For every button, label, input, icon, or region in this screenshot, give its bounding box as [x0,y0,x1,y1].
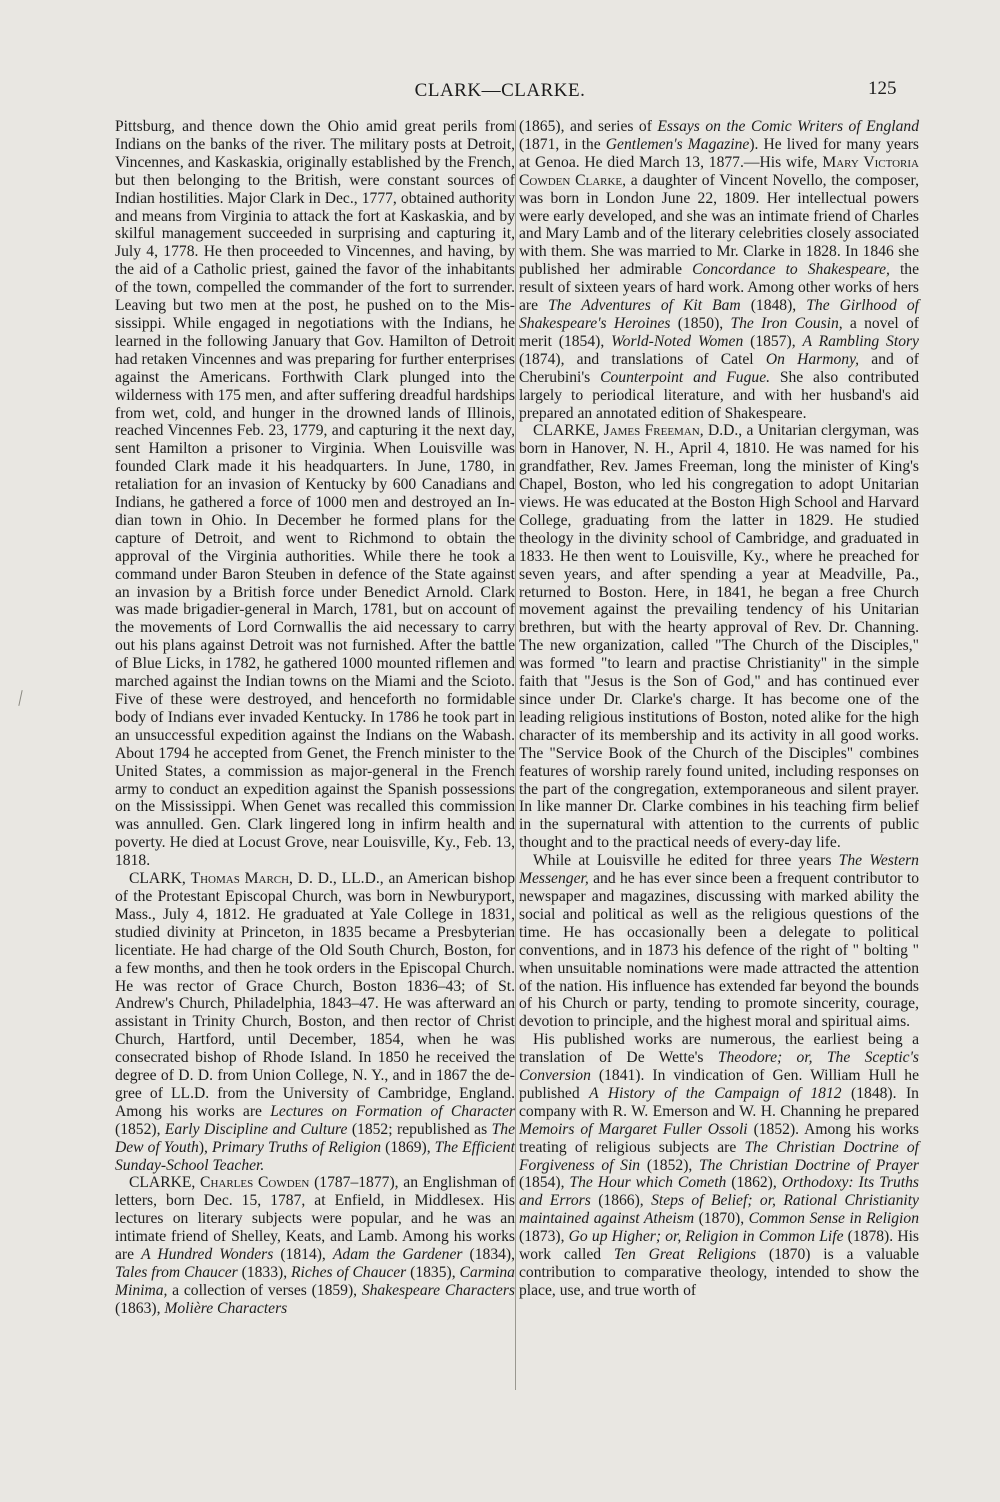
work-title: A Hundred Wonders [141,1246,274,1264]
column-divider [515,120,516,1390]
work-title: The Girlhood of Shakespeare's Heroines [519,297,919,332]
entry-surname: CLARK, [129,870,186,888]
entry-clarke-james: CLARKE, James Freeman, D.D., a Unitarian clergyman, was born in Hanover, N. H., April 4, 1810. He was named for his grandfather, Rev. James Freeman, long the minister of King's Chapel, Boston, who led his congregation to adopt Unitarian views. He was educated at the Boston High School and Harvard College, graduating from the latter in 1829. He studied theology in the divinity school of Cambridge, and graduated in 1833. He then went to Louisville, Ky., where he preached for seven years, and after spending a year at Meadville, Pa., returned to Boston. Here, in 1841, he began a free Church movement against the prevailing tendency of his Unitarian brethren, but with the hearty approval of Rev. Dr. Channing. The new organization, called "The Church of the Disciples," was formed "to learn and practise Christianity" in the simple faith that "Jesus is the Son of God," and has continued ever since under Dr. Clarke's charge. It has become one of the leading religious institutions of Boston, noted alike for the high character of its membership and its activity in all good works. The "Service Book of the Church of the Disciples" combines features of worship rarely found united, including responses on the part of the congregation, extemporaneous and silent prayer. In like manner Dr. Clarke combines in his teaching firm belief in the supernatural with attention to the currents of public thought and to the practical needs of every-day life. [519,422,919,852]
works-paragraph: His published works are numerous, the earliest being a translation of De Wette's Theodore; or, The Sceptic's Conversion (1841). In vindication of Gen. William Hull he published A History of the Campaign of 1812 (1848). In company with R. W. Emerson and W. H. Channing he prepared Memoirs of Margaret Fuller Ossoli (1852). Among his works treating of religious subjects are The Christian Doctrine of Forgiveness of Sin (1852), The Christian Doctrine of Prayer (1854), The Hour which Cometh (1862), Orthodoxy: Its Truths and Errors (1866), Steps of Belief; or, Rational Christianity maintained against Atheism (1870), Common Sense in Religion (1873), Go up Higher; or, Religion in Common Life (1878). His work called Ten Great Religions (1870) is a valuable contribution to comparative theology, intended to show the place, use, and true worth of [519,1031,919,1299]
work-title: The Christian Doctrine of Prayer [699,1156,919,1174]
entry-given-name: Thomas March, [190,870,293,888]
louisville-paragraph: While at Louisville he edited for three years The Western Messenger, and he has ever since been a frequent contributor to newspaper and magazines, discussing with marked ability the social and political as well as the religious questions of the time. He has occasionally been a delegate to political conventions, and in 1873 his defence of the right of " bolting " when unsuitable nominations were made attracted the attention of the nation. His influence has extended far beyond the bounds of his Church or party, tending to promote sincerity, courage, devotion to principle, and the highest moral and spiritual aims. [519,852,919,1031]
work-title: Common Sense in Religion [748,1210,919,1228]
work-title: Riches of Chaucer [291,1264,407,1281]
work-title: Primary Truths of Religion [212,1138,382,1156]
work-title: Memoirs of Margaret Fuller Ossoli [519,1120,748,1138]
entry-clark-thomas: CLARK, Thomas March, D. D., LL.D., an American bishop of the Protestant Episcopal Church, was born in Newburyport, Mass., July 4, 1812. He graduated at Yale College in 1831, studied divinity at Princeton, in 1835 became a Presbyterian licentiate. He had charge of the Old South Church, Boston, for a few months, and then he took orders in the Episcopal Church. He was rector of Grace Church, Boston 1836–43; of St. Andrew's Church, Philadelphia, 1843–47. He was afterward an assistant in Trinity Church, Boston, and then rector of Christ Church, Hartford, until December, 1854, when he was consecrated bishop of Rhode Island. In 1850 he received the degree of D. D. from Union College, N. Y., and in 1867 the degree of LL.D. from the University of Cambridge, England. Among his works are Lectures on Formation of Character (1852), Early Discipline and Culture (1852; republished as The Dew of Youth), Primary Truths of Religion (1869), The Efficient Sunday-School Teacher. [115,870,515,1174]
work-title: The Dew of Youth [115,1120,515,1156]
work-title: The Hour which Cometh [569,1174,727,1192]
page-number: 125 [868,78,897,99]
work-title: The Efficient Sunday-School Teacher. [115,1138,515,1174]
work-title: The Christian Doctrine of Forgiveness of Sin [519,1138,919,1174]
work-title: On Harmony, [765,350,860,368]
work-title: Theodore; or, The Sceptic's Conversion [519,1049,919,1085]
entry-given-name: James Freeman, [603,422,704,440]
work-title: The Western Messenger, [519,852,919,888]
work-title: The Adventures of Kit Bam [548,297,741,315]
work-title: A History of the Campaign of 1812 [589,1084,842,1102]
clarke-charles-continuation: (1865), and series of Essays on the Comic Writers of England (1871, in the Gentlemen's Magazine). He lived for many years at Genoa. He died March 13, 1877.—His wife, Mary Victoria Cowden Clarke, a daughter of Vincent Novello, the composer, was born in London June 22, 1809. Her intellectual powers were early developed, and she was an intimate friend of Charles and Mary Lamb and of the literary celebrities closely associated with them. She was married to Mr. Clarke in 1828. In 1846 she published her admirable Concordance to Shakespeare, the result of sixteen years of hard work. Among other works of hers are The Adventures of Kit Bam (1848), The Girlhood of Shakespeare's Heroines (1850), The Iron Cousin, a novel of merit (1854), World-Noted Women (1857), A Rambling Story (1874), and translations of Catel On Harmony, and of Cherubini's Counterpoint and Fugue. She also contributed largely to periodical literature, and with her husband's aid prepared an annotated edition of Shakespeare. [519,118,919,422]
work-title: Orthodoxy: Its Truths and Errors [519,1174,919,1210]
work-title: Concordance to Shakespeare, [692,261,890,279]
left-column [115,118,515,1318]
work-title: World-Noted Women [611,332,744,350]
entry-surname: CLARKE, [533,422,600,440]
running-head: CLARK—CLARKE. [414,80,586,101]
entry-given-name: Charles Cowden [200,1174,310,1192]
work-title: Shakespeare Characters [361,1281,515,1299]
work-title: Lectures on Formation of Character [270,1102,515,1120]
work-title: Ten Great Religions [613,1246,757,1264]
work-title: Carmina Minima, [115,1264,515,1299]
work-title: Early Discipline and Culture [164,1120,348,1138]
work-title: Tales from Chaucer [115,1264,238,1281]
work-title: Essays on the Comic Writers of England [657,118,919,135]
work-title: Adam the Gardener [332,1246,463,1264]
entry-given-name: Mary Victoria Cowden Clarke, [519,153,919,189]
entry-clarke-charles: CLARKE, Charles Cowden (1787–1877), an Englishman of letters, born Dec. 15, 1787, at Enfield, in Middlesex. His lectures on literary subjects were popular, and he was an intimate friend of Shelley, Keats, and Lamb. Among his works are A Hundred Wonders (1814), Adam the Gardener (1834), Tales from Chaucer (1833), Riches of Chaucer (1835), Carmina Minima, a collection of verses (1859), Shakespeare Characters (1863), Molière Characters [115,1174,516,1317]
work-title: A Rambling Story [802,332,919,350]
clark-george-continuation: Pittsburg, and thence down the Ohio amid great perils from Indians on the banks of the river. The military posts at Detroit, Vincennes, and Kaskaskia, originally established by the French, but then belonging to the British, were constant sources of Indian hostilities. Major Clark in Dec., 1777, obtained authority and means from Virginia to attack the fort at Kaskaskia, and by skilful management succeeded in surprising and capturing it, July 4, 1778. He then proceeded to Vincennes, and having, by the aid of a Catholic priest, gained the favor of the inhabitants of the town, compelled the commander of the fort to surrender. Leaving but two men at the post, he pushed on to the Mississippi. While engaged in negotiations with the Indians, he learned in the following January that Gov. Hamilton of Detroit had retaken Vincennes and was preparing for further enterprises against the Americans. Forthwith Clark plunged into the wilderness with 175 men, and after suffering dreadful hardships from wet, cold, and hunger in the drowned lands of Illinois, reached Vincennes Feb. 23, 1779, and capturing it the next day, sent Hamilton a prisoner to Virginia. When Louisville was founded Clark made it his headquarters. In June, 1780, in retaliation for an invasion of Kentucky by 600 Canadians and Indians, he gathered a force of 1000 men and destroyed an Indian town in Ohio. In December he formed plans for the capture of Detroit, and went to Richmond to obtain the approval of the Virginia authorities. While there he took a command under Baron Steuben in defence of the State against an invasion by a British force under Benedict Arnold. Clark was made brigadier-general in March, 1781, but on account of the movements of Lord Cornwallis the aid necessary to carry out his plans against Detroit was not furnished. After the battle of Blue Licks, in 1782, he gathered 1000 mounted riflemen and marched against the Indian towns on the Miami and the Scioto. Five of these were destroyed, and henceforth no formidable body of Indians ever invaded Kentucky. In 1786 he took part in an unsuccessful expedition against the Indians on the Wabash. About 1794 he accepted from Genet, the French minister to the United States, a commission as major-general in the French army to conduct an expedition against the Spanish possessions on the Mississippi. When Genet was recalled this commission was annulled. Gen. Clark lingered long in infirm health and poverty. He died at Locust Grove, near Louisville, Ky., Feb. 13, 1818. [115,118,515,870]
work-title: Go up Higher; or, Religion in Common Life [568,1228,844,1246]
work-title: Molière Characters [164,1299,288,1317]
work-title: Steps of Belief; or, Rational Christianity maintained against Atheism [519,1192,919,1228]
entry-surname: CLARKE, [129,1174,196,1192]
work-title: The Iron Cousin, [730,314,843,332]
right-column [519,118,919,1300]
work-title: Gentlemen's Magazine [605,135,750,153]
work-title: Counterpoint and Fugue. [600,368,771,386]
margin-mark [18,690,22,706]
